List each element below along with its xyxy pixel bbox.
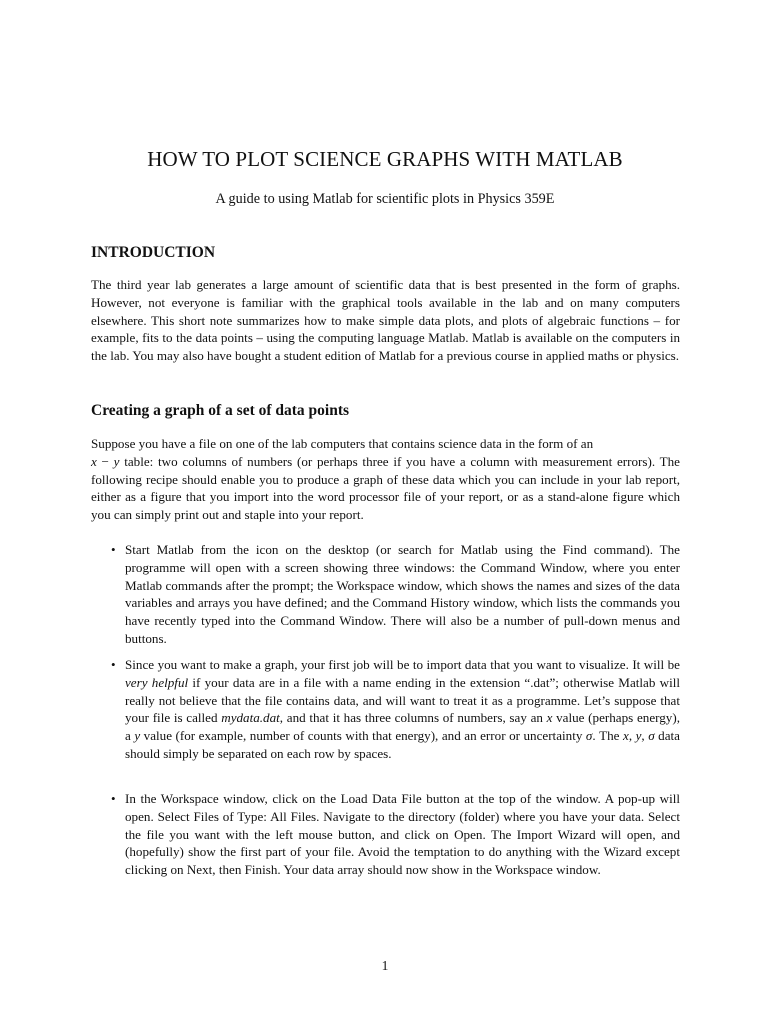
introduction-paragraph: The third year lab generates a large amount of scientific data that is best presented in the form of graphs. However, not everyone is familiar with the graphical tools available in the lab and on many computers elsewhere. This short note summarizes how to make simple data plots, and plots of algebraic functions – for example, fits to the data points – using the computing language Matlab. Matlab is available on the computers in the lab. You may also have bought a student edition of Matlab for a previous course in applied maths or physics.	[91, 277, 680, 363]
creating-graph-intro	[91, 435, 680, 524]
intro-minus: −	[96, 453, 114, 469]
bullet-text: In the Workspace window, click on the Load Data File button at the top of the window. A pop-up will open. Select Files of Type: All Files. Navigate to the directory (folder) where you have your data. Select the file you want with the left mouse button, and click on Open. The Import Wizard will open, and (hopefully) show the first part of your file. Avoid the temptation to do anything with the Wizard except clicking on Next, then Finish. Your data array should now show in the Workspace window.	[125, 791, 680, 877]
text-run: if your data are in a file with a name ending in the extension “.dat”; otherwise Matlab will really not believe that the file contains data, and will want to treat it as a programme. Let’s suppose that your file is called	[125, 674, 680, 726]
recipe-list-3	[111, 790, 680, 879]
recipe-list-2	[111, 656, 680, 763]
bullet-text: Start Matlab from the icon on the desktop (or search for Matlab using the Find command). The programme will open with a screen showing three windows: the Command Window, where you enter Matlab commands after the prompt; the Workspace window, which shows the names and sizes of the data variables and arrays you have defined; and the Command History window, which lists the commands you have recently typed into the Command Window. There will also be a number of pull-down menus and buttons.	[125, 542, 680, 646]
var-x: x	[623, 728, 629, 743]
filename-mydata: mydata.dat	[221, 710, 280, 726]
creating-graph-heading: Creating a graph of a set of data points	[91, 402, 350, 419]
text-run: value (for example, number of counts with that energy), and an error or uncertainty	[140, 728, 586, 743]
list-item-start-matlab	[111, 541, 680, 648]
list-item-import-data	[111, 656, 680, 763]
intro-text-start: Suppose you have a file on one of the lab computers that contains science data in the form of an	[91, 436, 594, 451]
bullet-icon: •	[111, 657, 116, 672]
var-y: y	[134, 728, 141, 743]
var-sigma: σ	[585, 728, 593, 743]
bullet-icon: •	[111, 542, 116, 557]
bullet-icon: •	[111, 791, 116, 806]
text-run: ,	[641, 728, 649, 743]
var-x: x	[546, 710, 553, 726]
intro-var-x: x	[91, 453, 97, 469]
document-title: HOW TO PLOT SCIENCE GRAPHS WITH MATLAB	[147, 147, 623, 171]
emphasis-very-helpful: very helpful	[125, 674, 189, 690]
recipe-list	[111, 541, 680, 648]
document-subtitle: A guide to using Matlab for scientific plots in Physics 359E	[215, 191, 555, 207]
page-number: 1	[381, 958, 389, 973]
bullet-text	[125, 657, 680, 761]
list-item-load-data-file	[111, 790, 680, 879]
text-run: data should simply be separated on each row by spaces.	[125, 728, 680, 761]
text-run: , and that it has three columns of numbers, say an	[279, 710, 547, 726]
var-y: y	[635, 728, 642, 743]
text-run: value (perhaps energy), a	[125, 710, 680, 743]
text-run: . The	[592, 728, 624, 743]
intro-text-end: table: two columns of numbers (or perhaps three if you have a column with measurement errors). The following recipe should enable you to produce a graph of these data which you can include in your lab report, either as a figure that you import into the word processor file of your report, or as a stand-alone figure which you can simply print out and staple into your report.	[91, 453, 680, 522]
intro-var-y: y	[113, 453, 120, 469]
text-run: Since you want to make a graph, your first job will be to import data that you want to visualize. It will be	[125, 657, 680, 672]
text-run: ,	[628, 728, 636, 743]
var-sigma: σ	[648, 728, 655, 743]
introduction-heading: INTRODUCTION	[91, 244, 216, 261]
